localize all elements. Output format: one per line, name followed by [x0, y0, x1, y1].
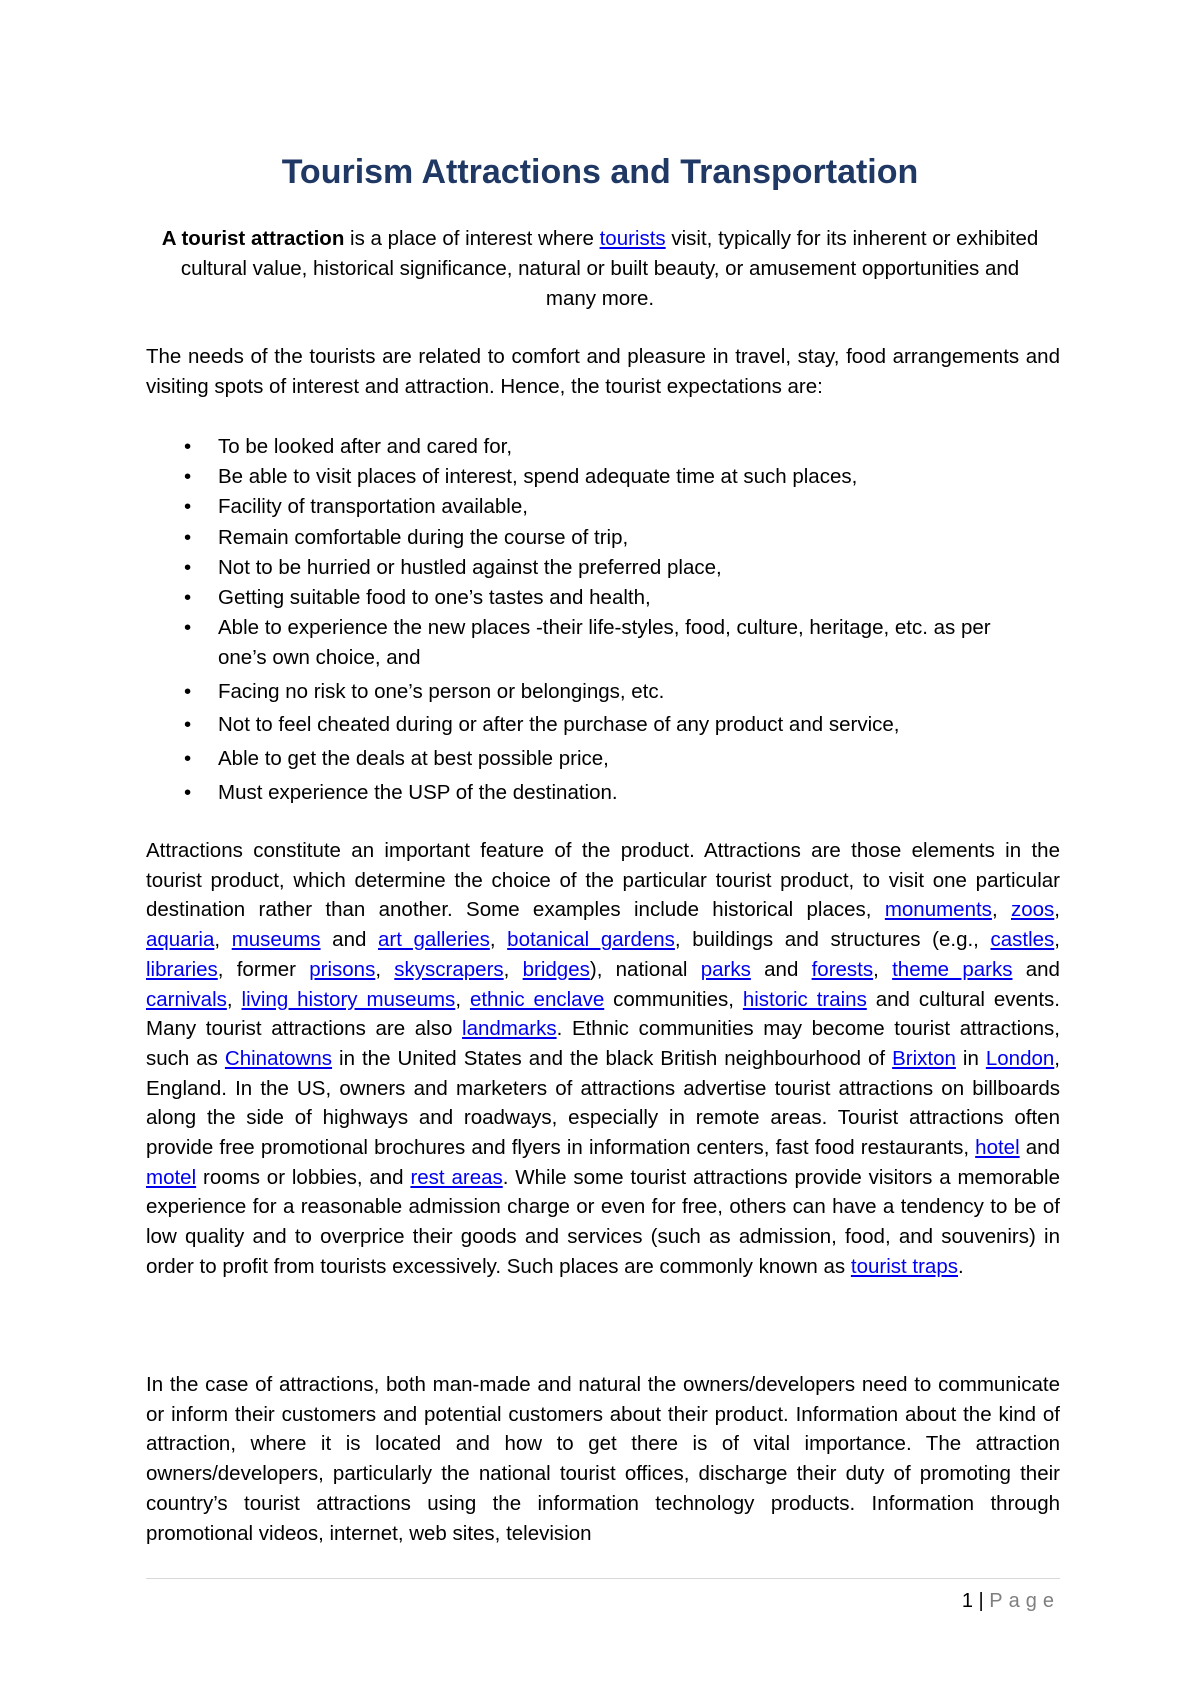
paragraph-text: , [226, 987, 242, 1011]
paragraph-text: , [489, 928, 508, 952]
link-libraries[interactable]: libraries [146, 957, 218, 981]
link-hotel[interactable]: hotel [975, 1136, 1020, 1160]
link-motel[interactable]: motel [146, 1165, 197, 1189]
list-item [180, 677, 1040, 707]
link-chinatowns[interactable]: Chinatowns [224, 1046, 333, 1070]
paragraph-text: and [320, 928, 378, 952]
list-item [180, 523, 1040, 553]
paragraph-text: , [503, 957, 523, 981]
link-zoos[interactable]: zoos [1010, 898, 1055, 922]
link-brixton[interactable]: Brixton [892, 1046, 956, 1070]
list-item [180, 613, 1040, 672]
paragraph-text: and [1012, 957, 1060, 981]
list-item-text: Able to get the deals at best possible price, [218, 747, 609, 771]
footer-separator: | [972, 1590, 990, 1612]
link-parks[interactable]: parks [700, 957, 751, 981]
paragraph-text: , [455, 987, 470, 1011]
paragraph-text: , [1054, 898, 1060, 922]
list-item [180, 744, 1040, 774]
paragraph-text: rooms or lobbies, and [196, 1165, 411, 1189]
list-item-text: Remain comfortable during the course of trip, [218, 525, 629, 549]
link-rest-areas[interactable]: rest areas [410, 1165, 503, 1189]
intro-text: visit, typically for its inherent or exhibited cultural value, historical significance, natural or built beauty, or amusement opportunities and many more. [180, 227, 1039, 310]
bullet-icon: • [184, 586, 192, 610]
link-living-history-museums[interactable]: living history museums [241, 987, 456, 1011]
link-skyscrapers[interactable]: skyscrapers [394, 957, 504, 981]
link-art-galleries[interactable]: art galleries [377, 928, 490, 952]
paragraph-text: . [957, 1254, 964, 1278]
link-carnivals[interactable]: carnivals [146, 987, 227, 1011]
page-label: Page [989, 1590, 1060, 1612]
link-historic-trains[interactable]: historic trains [742, 987, 867, 1011]
needs-paragraph: The needs of the tourists are related to comfort and pleasure in travel, stay, food arrangements and visiting spots of interest and attraction. Hence, the tourist expectations are: [146, 345, 1060, 398]
list-item [180, 432, 1040, 462]
paragraph-text: in [955, 1046, 986, 1070]
paragraph-text: , [214, 928, 232, 952]
bullet-icon: • [184, 525, 192, 549]
link-museums[interactable]: museums [231, 928, 321, 952]
paragraph-text: . Ethnic communities may become tourist attractions, such as [146, 1017, 1060, 1070]
paragraph-text: , [375, 957, 395, 981]
list-item-text: Be able to visit places of interest, spend adequate time at such places, [218, 465, 858, 489]
information-paragraph: In the case of attractions, both man-made and natural the owners/developers need to communicate or inform their customers and potential customers about their product. Information about the kind of attraction, where it is located and how to get there is of vital importance. The attraction owners/developers, particularly the national tourist offices, discharge their duty of promoting their country’s tourist attractions using the information technology products. Information through promotional videos, internet, web sites, television [146, 1373, 1060, 1545]
list-item [180, 710, 1040, 740]
paragraph-text: and [750, 957, 812, 981]
link-botanical-gardens[interactable]: botanical gardens [507, 928, 675, 952]
link-theme-parks[interactable]: theme parks [892, 957, 1013, 981]
link-tourist-traps[interactable]: tourist traps [850, 1254, 958, 1278]
link-ethnic-enclave[interactable]: ethnic enclave [469, 987, 605, 1011]
list-item [180, 778, 1040, 808]
paragraph-text: , England. In the US, owners and marketers of attractions advertise tourist attractions on billboards along the side of highways and roadways, especially in remote areas. Tourist attractions often provide free promotional brochures and flyers in information centers, fast food restaurants, [146, 1046, 1060, 1160]
paragraph-text: and [1019, 1136, 1060, 1160]
intro-bold-term: A tourist attraction [161, 227, 345, 250]
page-footer [962, 1590, 1060, 1613]
attractions-paragraph [146, 836, 1060, 1282]
paragraph-text: , buildings and structures (e.g., [674, 928, 991, 952]
footer-divider [146, 1578, 1060, 1579]
bullet-icon: • [184, 465, 192, 489]
bullet-icon: • [184, 495, 192, 519]
bullet-icon: • [184, 435, 192, 458]
link-tourists[interactable]: tourists [599, 227, 666, 250]
list-item-text: Facing no risk to one’s person or belongings, etc. [218, 679, 665, 703]
link-monuments[interactable]: monuments [884, 898, 992, 922]
paragraph-text: communities, [604, 987, 743, 1011]
page-number: 1 [961, 1590, 973, 1612]
intro-paragraph [160, 224, 1040, 314]
paragraph-text: , [1054, 928, 1060, 952]
document-title: Tourism Attractions and Transportation [281, 153, 919, 191]
bullet-icon: • [184, 555, 192, 579]
bullet-icon: • [184, 679, 192, 703]
intro-text: is a place of interest where [344, 227, 600, 250]
paragraph-text: in the United States and the black British neighbourhood of [332, 1046, 893, 1070]
paragraph-text: and cultural events. Many tourist attractions are also [146, 987, 1060, 1041]
bullet-icon: • [184, 713, 192, 737]
paragraph-text: , former [217, 957, 310, 981]
link-landmarks[interactable]: landmarks [462, 1017, 557, 1041]
link-prisons[interactable]: prisons [309, 957, 376, 981]
list-item [180, 462, 1040, 492]
list-item-text: Able to experience the new places -their life-styles, food, culture, heritage, etc. as per one’s own choice, and [218, 616, 991, 669]
paragraph-text: ), national [589, 957, 701, 981]
link-aquaria[interactable]: aquaria [146, 928, 215, 952]
paragraph-text: Attractions constitute an important feature of the product. Attractions are those elements in the tourist product, which determine the choice of the particular tourist product, to visit one particular destination rather than another. Some examples include historical places, [146, 839, 1060, 922]
list-item-text: Not to be hurried or hustled against the preferred place, [218, 555, 722, 579]
link-bridges[interactable]: bridges [522, 957, 590, 981]
list-item-text: Not to feel cheated during or after the purchase of any product and service, [218, 713, 900, 737]
list-item-text: To be looked after and cared for, [218, 435, 513, 458]
list-item-text: Facility of transportation available, [218, 495, 528, 519]
paragraph-text: . While some tourist attractions provide visitors a memorable experience for a reasonable admission charge or even for free, others can have a tendency to be of low quality and to overprice their goods and services (such as admission, food, and souvenirs) in order to profit from tourists excessively. Such places are commonly known as [146, 1165, 1060, 1278]
bullet-icon: • [184, 780, 192, 804]
link-forests[interactable]: forests [811, 957, 874, 981]
list-item [180, 553, 1040, 583]
list-item [180, 492, 1040, 522]
expectations-list [180, 432, 1040, 808]
link-london[interactable]: London [985, 1046, 1055, 1070]
list-item [180, 583, 1040, 613]
link-castles[interactable]: castles [990, 928, 1055, 952]
paragraph-text: , [873, 957, 893, 981]
list-item-text: Getting suitable food to one’s tastes and health, [218, 586, 651, 610]
bullet-icon: • [184, 747, 192, 771]
paragraph-text: , [991, 898, 1011, 922]
list-item-text: Must experience the USP of the destination. [218, 780, 618, 804]
bullet-icon: • [184, 616, 192, 640]
